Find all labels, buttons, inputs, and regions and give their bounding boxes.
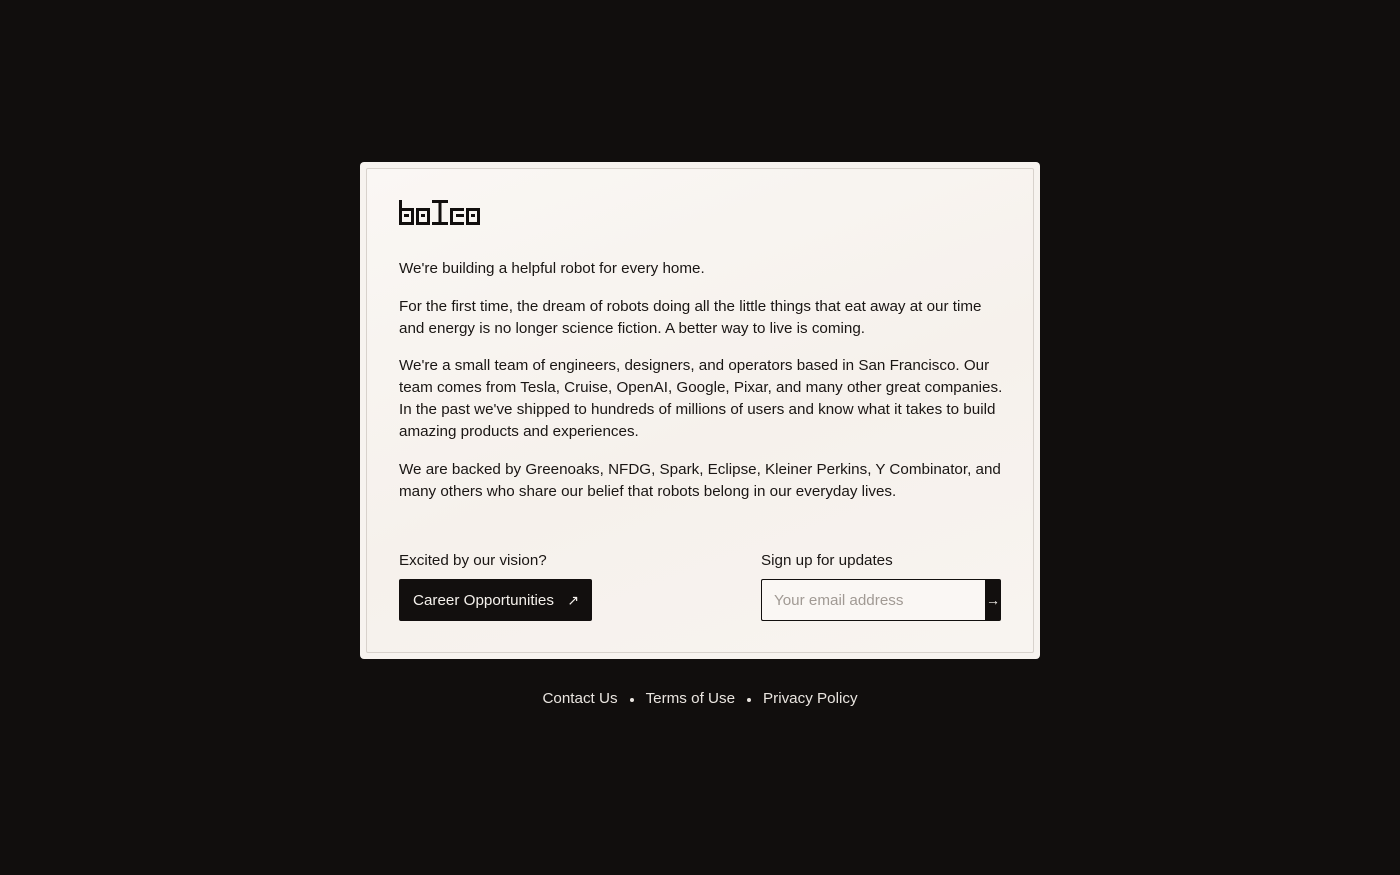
arrow-right-icon: → (986, 592, 1000, 608)
email-submit-button[interactable] (985, 579, 1001, 621)
intro-copy (399, 258, 1003, 518)
footer-links (0, 688, 1400, 710)
contact-us-link[interactable]: Contact Us (542, 690, 618, 707)
email-input[interactable] (761, 579, 985, 621)
separator-dot (747, 698, 751, 702)
terms-of-use-link[interactable]: Terms of Use (645, 690, 736, 707)
separator-dot (630, 698, 634, 702)
privacy-policy-link[interactable]: Privacy Policy (763, 690, 858, 707)
signup-section (761, 552, 1001, 621)
career-opportunities-label: Career Opportunities (413, 591, 554, 609)
email-signup-form (761, 579, 1001, 621)
careers-section (399, 552, 592, 621)
info-card-inner (366, 168, 1034, 653)
intro-paragraph: For the first time, the dream of robots doing all the little things that eat away at our time and energy is no longer science fiction. A better way to live is coming. (399, 297, 982, 337)
botco-logo (399, 200, 480, 225)
intro-paragraph: We are backed by Greenoaks, NFDG, Spark, Eclipse, Kleiner Perkins, Y Combinator, and many others who share our belief that robots belong in our everyday lives. (399, 460, 1001, 500)
intro-paragraph: We're a small team of engineers, designers, and operators based in San Francisco. Our team comes from Tesla, Cruise, OpenAI, Google, Pixar, and many other great companies. In the past we've shipped to hundreds of millions of users and know what it takes to build amazing products and experiences. (399, 357, 1003, 440)
arrow-up-right-icon: ↗ (567, 592, 579, 608)
info-card (360, 162, 1040, 659)
signup-label: Sign up for updates (761, 552, 893, 569)
career-opportunities-button[interactable] (399, 579, 592, 621)
intro-headline: We're building a helpful robot for every home. (399, 260, 705, 277)
careers-label: Excited by our vision? (399, 552, 547, 569)
